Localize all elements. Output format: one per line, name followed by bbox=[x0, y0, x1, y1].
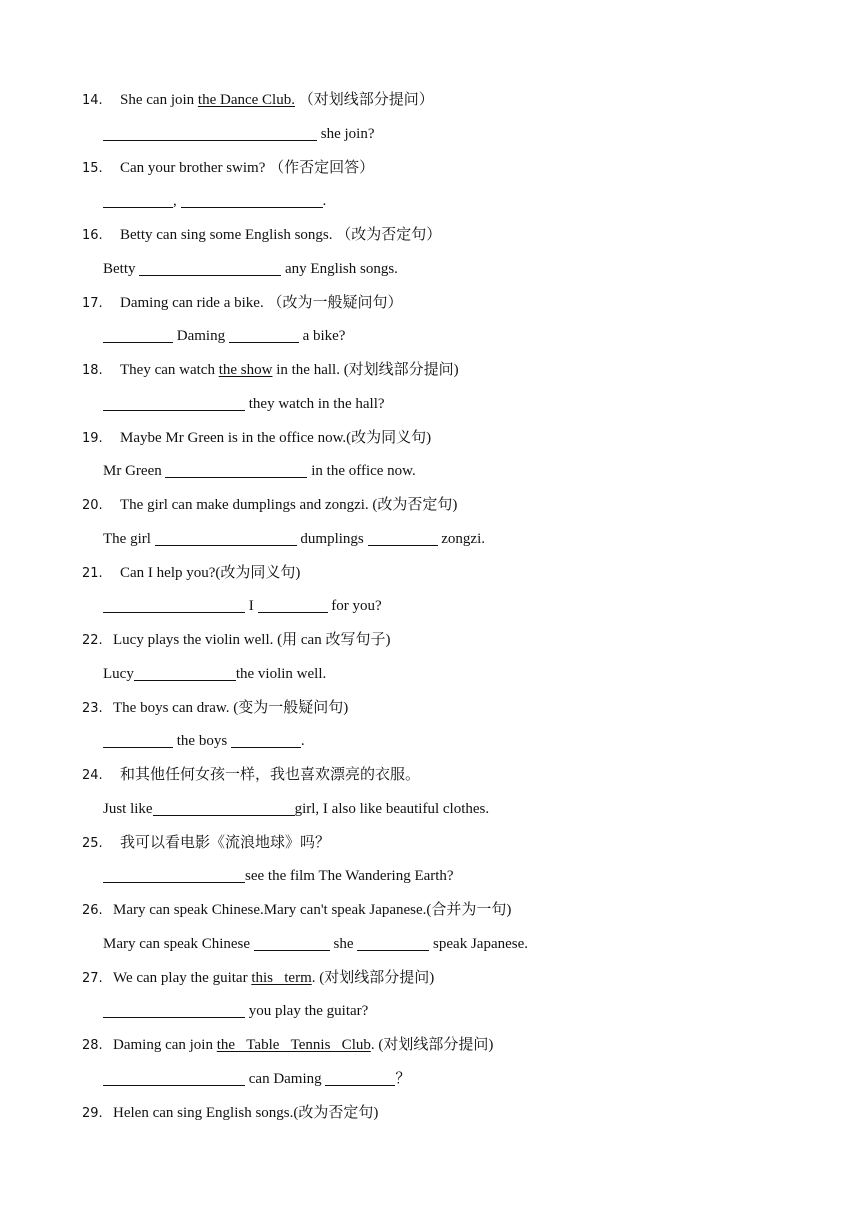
answer-line bbox=[103, 1069, 410, 1089]
answer-line bbox=[103, 664, 326, 684]
question-line bbox=[82, 563, 300, 584]
answer-line bbox=[103, 731, 305, 751]
question-text: Maybe Mr Green is in the office now.(改为同义句) bbox=[120, 429, 432, 446]
answer-blank[interactable] bbox=[134, 665, 236, 681]
answer-text: the violin well. bbox=[235, 665, 327, 682]
answer-blank[interactable] bbox=[103, 1002, 245, 1018]
answer-text: Mr Green bbox=[103, 463, 166, 479]
question-number: 25. bbox=[82, 835, 103, 851]
question-line bbox=[82, 360, 459, 381]
question-number: 18. bbox=[82, 363, 103, 378]
question-number: 26. bbox=[82, 903, 103, 918]
answer-blank[interactable] bbox=[258, 597, 328, 613]
question-text: Daming can ride a bike. （改为一般疑问句） bbox=[120, 294, 403, 311]
answer-blank[interactable] bbox=[229, 327, 299, 343]
question-line bbox=[82, 968, 434, 989]
question-text: The boys can draw. (变为一般疑问句) bbox=[113, 699, 349, 716]
answer-text: any English songs. bbox=[281, 260, 398, 277]
answer-line bbox=[103, 866, 454, 886]
underlined-target: this term bbox=[251, 969, 312, 986]
answer-text: speak Japanese. bbox=[429, 935, 529, 952]
question-number: 29. bbox=[82, 1105, 103, 1121]
underlined-target: the show bbox=[218, 362, 273, 378]
answer-blank[interactable] bbox=[254, 935, 330, 951]
question-number: 27. bbox=[82, 970, 103, 986]
answer-blank[interactable] bbox=[155, 530, 297, 546]
answer-text: Lucy bbox=[103, 665, 134, 682]
answer-line bbox=[103, 191, 326, 211]
answer-text: ？ bbox=[395, 1070, 411, 1087]
answer-line bbox=[103, 799, 489, 819]
answer-blank[interactable] bbox=[368, 530, 438, 546]
answer-blank[interactable] bbox=[139, 260, 281, 276]
answer-line bbox=[103, 259, 398, 279]
question-line bbox=[82, 630, 390, 651]
question-number: 20. bbox=[82, 498, 103, 513]
answer-text: for you? bbox=[327, 598, 382, 614]
question-text: Daming can join bbox=[113, 1037, 217, 1053]
answer-blank[interactable] bbox=[103, 192, 173, 208]
answer-text: . bbox=[300, 733, 305, 749]
question-number: 17. bbox=[82, 295, 103, 311]
answer-text: Mary can speak Chinese bbox=[103, 935, 254, 952]
answer-line bbox=[103, 529, 485, 549]
answer-text: , bbox=[173, 193, 181, 209]
question-line bbox=[82, 293, 402, 314]
answer-text: . bbox=[322, 193, 327, 209]
question-text: We can play the guitar bbox=[113, 969, 252, 986]
question-line bbox=[82, 1035, 493, 1056]
question-line bbox=[82, 900, 511, 921]
answer-text: a bike? bbox=[298, 328, 346, 344]
answer-line bbox=[103, 326, 345, 346]
answer-blank[interactable] bbox=[103, 125, 317, 141]
answer-blank[interactable] bbox=[231, 732, 301, 748]
answer-text: zongzi. bbox=[437, 530, 485, 547]
question-number: 14. bbox=[82, 93, 103, 108]
question-text: Mary can speak Chinese.Mary can't speak Japanese.(合并为一句) bbox=[113, 902, 512, 918]
answer-text: can Daming bbox=[245, 1070, 326, 1087]
answer-blank[interactable] bbox=[103, 1070, 245, 1086]
question-text: They can watch bbox=[120, 362, 219, 378]
answer-line bbox=[103, 596, 382, 616]
question-text: （对划线部分提问） bbox=[294, 92, 434, 108]
question-text: The girl can make dumplings and zongzi. (改为否定句) bbox=[120, 497, 458, 513]
question-text: Betty can sing some English songs. （改为否定句） bbox=[120, 227, 442, 243]
question-line bbox=[82, 765, 420, 786]
answer-blank[interactable] bbox=[103, 867, 245, 883]
answer-blank[interactable] bbox=[103, 732, 173, 748]
question-text: Lucy plays the violin well. (用 can 改写句子) bbox=[113, 632, 391, 648]
answer-blank[interactable] bbox=[165, 462, 307, 478]
question-line bbox=[82, 428, 431, 449]
question-number: 24. bbox=[82, 768, 103, 783]
answer-blank[interactable] bbox=[325, 1070, 395, 1086]
question-text: Can your brother swim? （作否定回答） bbox=[120, 159, 375, 176]
answer-blank[interactable] bbox=[181, 192, 323, 208]
question-number: 16. bbox=[82, 228, 103, 243]
answer-blank[interactable] bbox=[103, 597, 245, 613]
answer-text: they watch in the hall? bbox=[245, 395, 385, 412]
question-text: 和其他任何女孩一样，我也喜欢漂亮的衣服。 bbox=[120, 767, 421, 783]
answer-line bbox=[103, 934, 528, 954]
underlined-target: the Dance Club. bbox=[197, 92, 295, 108]
answer-text: Daming bbox=[173, 328, 229, 344]
question-line bbox=[82, 90, 434, 111]
question-text: in the hall. (对划线部分提问) bbox=[272, 362, 459, 378]
answer-text: the boys bbox=[173, 733, 231, 749]
answer-blank[interactable] bbox=[103, 395, 245, 411]
question-number: 15. bbox=[82, 160, 103, 176]
question-line bbox=[82, 158, 374, 179]
answer-text: she join? bbox=[317, 125, 375, 142]
question-number: 28. bbox=[82, 1038, 103, 1053]
question-number: 23. bbox=[82, 700, 103, 716]
answer-text: girl, I also like beautiful clothes. bbox=[294, 800, 490, 817]
question-number: 22. bbox=[82, 633, 103, 648]
answer-line bbox=[103, 1001, 368, 1021]
answer-line bbox=[103, 394, 385, 414]
question-text: . (对划线部分提问) bbox=[370, 1037, 494, 1053]
answer-text: she bbox=[329, 935, 358, 952]
answer-text: see the film The Wandering Earth? bbox=[245, 868, 454, 884]
answer-text: The girl bbox=[103, 530, 155, 547]
answer-text: Betty bbox=[103, 260, 140, 277]
question-line bbox=[82, 833, 330, 854]
question-text: Can I help you?(改为同义句) bbox=[120, 564, 301, 581]
answer-line bbox=[103, 124, 375, 144]
answer-blank[interactable] bbox=[357, 935, 429, 951]
answer-text: I bbox=[245, 598, 258, 614]
question-number: 21. bbox=[82, 565, 103, 581]
question-text: Helen can sing English songs.(改为否定句) bbox=[113, 1104, 379, 1121]
answer-blank[interactable] bbox=[103, 327, 173, 343]
answer-text: in the office now. bbox=[307, 463, 416, 479]
answer-line bbox=[103, 461, 416, 481]
question-line bbox=[82, 225, 441, 246]
question-line bbox=[82, 698, 348, 719]
question-text: . (对划线部分提问) bbox=[311, 969, 435, 986]
answer-text: you play the guitar? bbox=[245, 1003, 369, 1019]
answer-text: dumplings bbox=[296, 530, 368, 547]
question-text: She can join bbox=[120, 92, 198, 108]
answer-blank[interactable] bbox=[153, 800, 295, 816]
answer-text: Just like bbox=[103, 800, 153, 817]
question-line bbox=[82, 495, 457, 516]
question-line bbox=[82, 1103, 378, 1124]
question-text: 我可以看电影《流浪地球》吗？ bbox=[120, 834, 331, 851]
question-number: 19. bbox=[82, 430, 103, 446]
underlined-target: the Table Tennis Club bbox=[216, 1037, 371, 1053]
